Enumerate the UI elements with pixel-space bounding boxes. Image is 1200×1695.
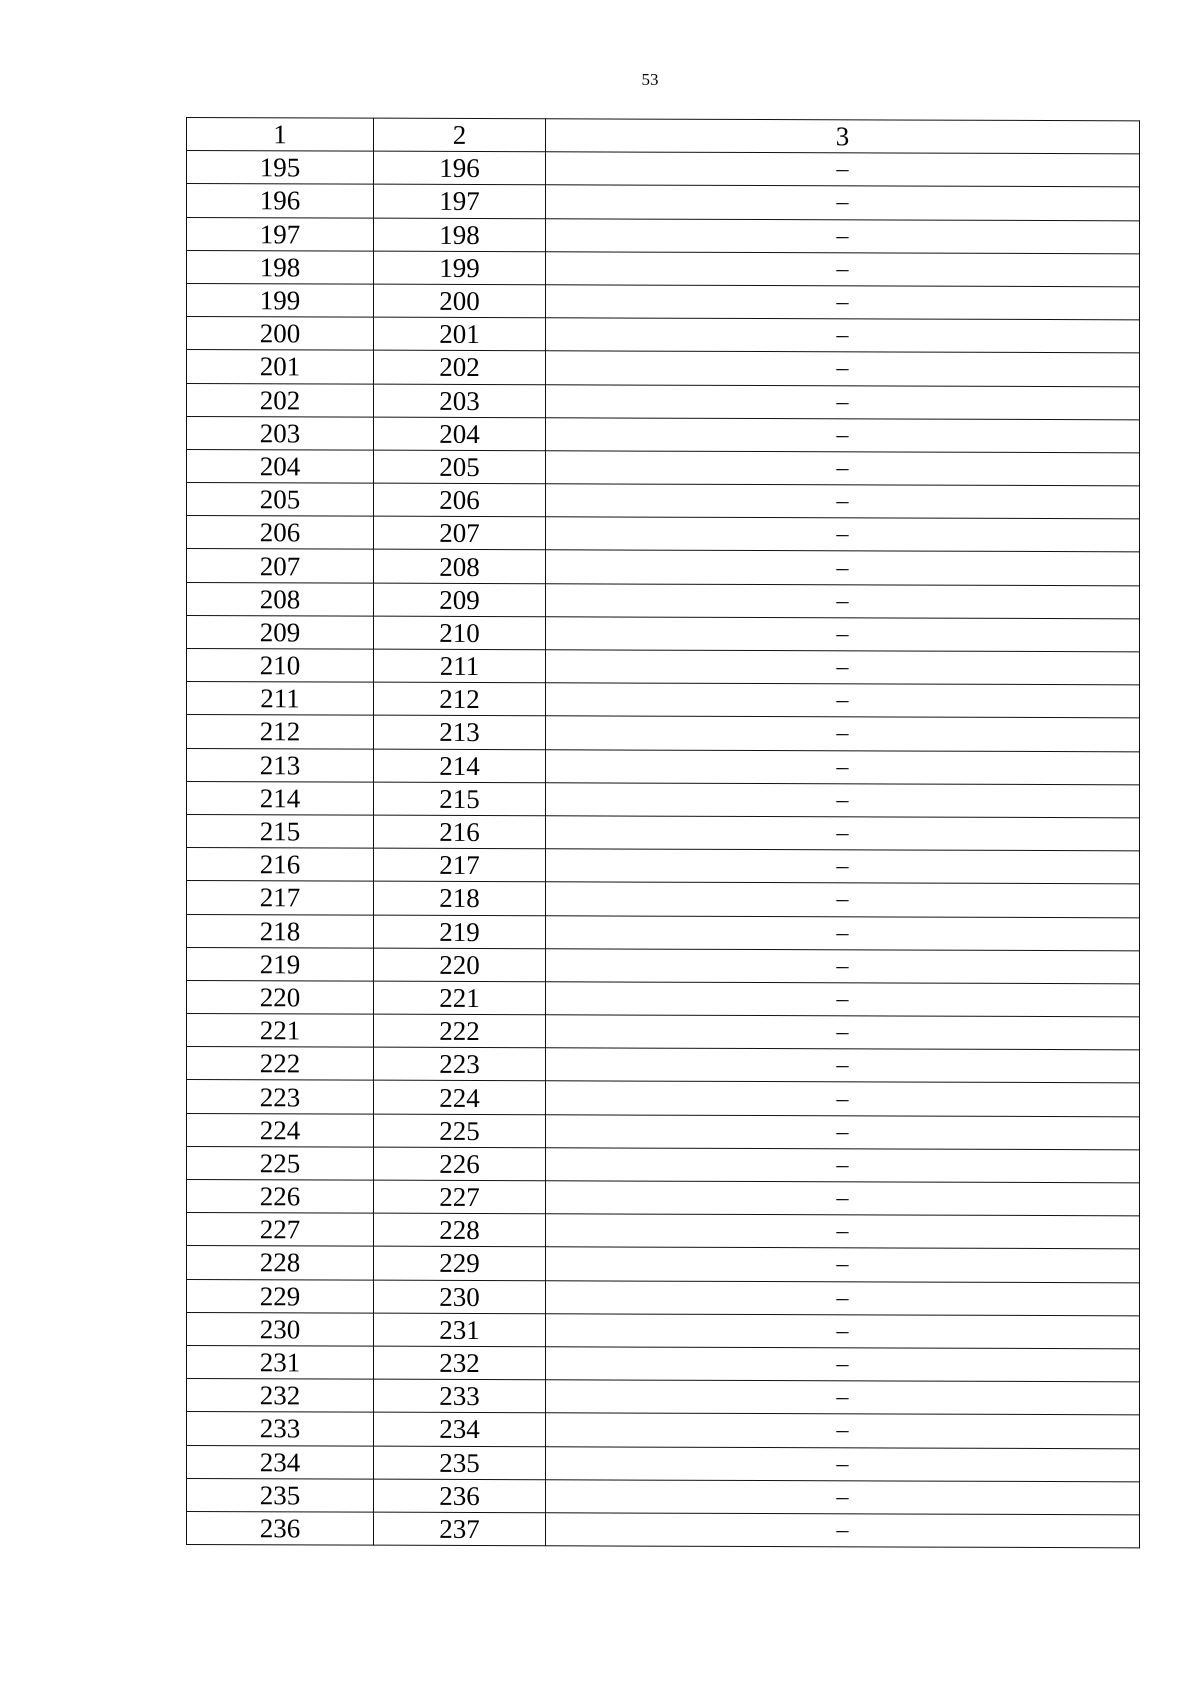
table-cell-col-2: 216 bbox=[374, 815, 546, 849]
table-cell-col-3: – bbox=[546, 1314, 1140, 1349]
table-row bbox=[187, 814, 1140, 851]
table-cell-col-1: 229 bbox=[187, 1279, 374, 1313]
table-cell-col-2: 229 bbox=[374, 1247, 546, 1281]
table-cell-col-3: – bbox=[546, 185, 1140, 220]
table-row bbox=[187, 184, 1140, 221]
table-cell-col-3: – bbox=[546, 1446, 1140, 1481]
table-row bbox=[187, 217, 1140, 254]
table-cell-col-3: – bbox=[546, 1347, 1140, 1382]
table-cell-col-1: 225 bbox=[187, 1146, 374, 1180]
table-cell-col-2: 234 bbox=[374, 1412, 546, 1446]
table-cell-col-2: 217 bbox=[374, 848, 546, 882]
table-cell-col-2: 200 bbox=[374, 284, 546, 318]
table-row bbox=[187, 1180, 1140, 1217]
table-row bbox=[187, 848, 1140, 885]
table-row bbox=[187, 947, 1140, 984]
table-row bbox=[187, 914, 1140, 951]
table-cell-col-1: 214 bbox=[187, 781, 374, 815]
table-cell-col-2: 220 bbox=[374, 948, 546, 982]
table-cell-col-3: – bbox=[546, 650, 1140, 685]
table-row bbox=[187, 980, 1140, 1017]
table-cell-col-2: 210 bbox=[374, 616, 546, 650]
table-cell-col-1: 234 bbox=[187, 1445, 374, 1479]
table-cell-col-3: – bbox=[546, 816, 1140, 851]
table-cell-col-3: – bbox=[546, 1380, 1140, 1415]
table-cell-col-1: 198 bbox=[187, 250, 374, 284]
table-row bbox=[187, 1279, 1140, 1316]
table-row bbox=[187, 483, 1140, 520]
table-cell-col-1: 212 bbox=[187, 715, 374, 749]
table-cell-col-1: 233 bbox=[187, 1412, 374, 1446]
table-cell-col-3: – bbox=[546, 948, 1140, 983]
table-cell-col-1: 215 bbox=[187, 814, 374, 848]
table-cell-col-2: 207 bbox=[374, 516, 546, 550]
table-row bbox=[187, 317, 1140, 354]
table-cell-col-1: 221 bbox=[187, 1014, 374, 1048]
table-cell-col-1: 201 bbox=[187, 350, 374, 384]
table-cell-col-3: – bbox=[546, 351, 1140, 386]
table-cell-col-3: – bbox=[546, 1247, 1140, 1282]
table-cell-col-3: – bbox=[546, 849, 1140, 884]
table-cell-col-1: 226 bbox=[187, 1180, 374, 1214]
table-cell-col-1: 202 bbox=[187, 383, 374, 417]
table-cell-col-1: 207 bbox=[187, 549, 374, 583]
table-header-row bbox=[187, 118, 1140, 155]
header-cell-3: 3 bbox=[546, 119, 1140, 154]
table-cell-col-2: 202 bbox=[374, 350, 546, 384]
table-cell-col-3: – bbox=[546, 318, 1140, 353]
table-cell-col-2: 233 bbox=[374, 1379, 546, 1413]
table-row bbox=[187, 1113, 1140, 1150]
table-cell-col-3: – bbox=[546, 583, 1140, 618]
table-cell-col-2: 235 bbox=[374, 1446, 546, 1480]
data-table bbox=[186, 117, 1140, 1548]
table-row bbox=[187, 1047, 1140, 1084]
table-cell-col-3: – bbox=[546, 982, 1140, 1017]
table-cell-col-2: 231 bbox=[374, 1313, 546, 1347]
table-cell-col-2: 211 bbox=[374, 649, 546, 683]
table-cell-col-3: – bbox=[546, 252, 1140, 287]
table-cell-col-1: 231 bbox=[187, 1345, 374, 1379]
table-cell-col-2: 221 bbox=[374, 981, 546, 1015]
table-cell-col-1: 203 bbox=[187, 416, 374, 450]
table-cell-col-2: 226 bbox=[374, 1147, 546, 1181]
table-row bbox=[187, 151, 1140, 188]
table-cell-col-2: 227 bbox=[374, 1180, 546, 1214]
table-row bbox=[187, 715, 1140, 752]
table-row bbox=[187, 615, 1140, 652]
table-row bbox=[187, 449, 1140, 486]
table-row bbox=[187, 1014, 1140, 1051]
table-cell-col-3: – bbox=[546, 617, 1140, 652]
table-row bbox=[187, 549, 1140, 586]
table-cell-col-2: 223 bbox=[374, 1047, 546, 1081]
table-cell-col-1: 208 bbox=[187, 582, 374, 616]
table-cell-col-2: 224 bbox=[374, 1081, 546, 1115]
table-cell-col-2: 219 bbox=[374, 915, 546, 949]
table-row bbox=[187, 383, 1140, 420]
table-cell-col-1: 219 bbox=[187, 947, 374, 981]
table-row bbox=[187, 1146, 1140, 1183]
table-cell-col-1: 232 bbox=[187, 1379, 374, 1413]
table-cell-col-1: 211 bbox=[187, 682, 374, 716]
table-row bbox=[187, 1412, 1140, 1449]
table-cell-col-1: 206 bbox=[187, 516, 374, 550]
table-cell-col-2: 222 bbox=[374, 1014, 546, 1048]
table-cell-col-2: 196 bbox=[374, 151, 546, 185]
table-cell-col-3: – bbox=[546, 1081, 1140, 1116]
table-row bbox=[187, 1080, 1140, 1117]
table-cell-col-3: – bbox=[546, 1214, 1140, 1249]
table-cell-col-3: – bbox=[546, 882, 1140, 917]
table-cell-col-1: 230 bbox=[187, 1312, 374, 1346]
table-row bbox=[187, 1379, 1140, 1416]
table-cell-col-2: 198 bbox=[374, 218, 546, 252]
table-cell-col-2: 237 bbox=[374, 1512, 546, 1546]
table-cell-col-3: – bbox=[546, 716, 1140, 751]
table-cell-col-1: 213 bbox=[187, 748, 374, 782]
table-cell-col-3: – bbox=[546, 152, 1140, 187]
table-cell-col-3: – bbox=[546, 451, 1140, 486]
table-row bbox=[187, 1445, 1140, 1482]
table-row bbox=[187, 748, 1140, 785]
table-cell-col-2: 232 bbox=[374, 1346, 546, 1380]
table-cell-col-2: 218 bbox=[374, 881, 546, 915]
table-cell-col-2: 230 bbox=[374, 1280, 546, 1314]
table-cell-col-2: 197 bbox=[374, 185, 546, 219]
table-cell-col-1: 218 bbox=[187, 914, 374, 948]
table-row bbox=[187, 1246, 1140, 1283]
table-cell-col-1: 224 bbox=[187, 1113, 374, 1147]
table-cell-col-1: 196 bbox=[187, 184, 374, 218]
table-cell-col-3: – bbox=[546, 1015, 1140, 1050]
table-cell-col-3: – bbox=[546, 218, 1140, 253]
table-cell-col-3: – bbox=[546, 517, 1140, 552]
table-cell-col-2: 204 bbox=[374, 417, 546, 451]
table-cell-col-1: 228 bbox=[187, 1246, 374, 1280]
table-cell-col-1: 223 bbox=[187, 1080, 374, 1114]
table-cell-col-1: 205 bbox=[187, 483, 374, 517]
table-cell-col-1: 236 bbox=[187, 1511, 374, 1545]
table-cell-col-2: 208 bbox=[374, 550, 546, 584]
table-cell-col-1: 199 bbox=[187, 283, 374, 317]
table-cell-col-1: 209 bbox=[187, 615, 374, 649]
table-row bbox=[187, 1511, 1140, 1548]
table-cell-col-1: 216 bbox=[187, 848, 374, 882]
table-row bbox=[187, 1213, 1140, 1250]
table-row bbox=[187, 416, 1140, 453]
table-row bbox=[187, 582, 1140, 619]
table-cell-col-2: 225 bbox=[374, 1114, 546, 1148]
table-cell-col-3: – bbox=[546, 1148, 1140, 1183]
table-cell-col-1: 200 bbox=[187, 317, 374, 351]
table-cell-col-3: – bbox=[546, 384, 1140, 419]
page-number: 53 bbox=[641, 70, 659, 89]
table-cell-col-1: 210 bbox=[187, 649, 374, 683]
table-cell-col-2: 205 bbox=[374, 450, 546, 484]
table-cell-col-2: 212 bbox=[374, 682, 546, 716]
table-cell-col-1: 222 bbox=[187, 1047, 374, 1081]
table-row bbox=[187, 350, 1140, 387]
table-cell-col-3: – bbox=[546, 1114, 1140, 1149]
table-cell-col-3: – bbox=[546, 417, 1140, 452]
table-cell-col-2: 214 bbox=[374, 749, 546, 783]
table-row bbox=[187, 1312, 1140, 1349]
table-cell-col-3: – bbox=[546, 484, 1140, 519]
table-cell-col-3: – bbox=[546, 1479, 1140, 1514]
table-row bbox=[187, 1345, 1140, 1382]
table-row bbox=[187, 649, 1140, 686]
table-cell-col-2: 213 bbox=[374, 716, 546, 750]
table-cell-col-3: – bbox=[546, 1280, 1140, 1315]
table-cell-col-2: 209 bbox=[374, 583, 546, 617]
table-cell-col-2: 203 bbox=[374, 384, 546, 418]
table-cell-col-2: 201 bbox=[374, 317, 546, 351]
table-row bbox=[187, 283, 1140, 320]
table-cell-col-3: – bbox=[546, 749, 1140, 784]
table-body bbox=[187, 118, 1140, 1548]
table-cell-col-2: 199 bbox=[374, 251, 546, 285]
table-cell-col-3: – bbox=[546, 683, 1140, 718]
table-cell-col-3: – bbox=[546, 1181, 1140, 1216]
table-container bbox=[186, 117, 1146, 1548]
table-row bbox=[187, 250, 1140, 287]
table-cell-col-1: 197 bbox=[187, 217, 374, 251]
table-cell-col-3: – bbox=[546, 285, 1140, 320]
table-cell-col-3: – bbox=[546, 1413, 1140, 1448]
header-cell-2: 2 bbox=[374, 118, 546, 152]
table-row bbox=[187, 1478, 1140, 1515]
table-cell-col-3: – bbox=[546, 1048, 1140, 1083]
table-row bbox=[187, 682, 1140, 719]
table-cell-col-3: – bbox=[546, 783, 1140, 818]
table-cell-col-2: 206 bbox=[374, 483, 546, 517]
header-cell-1: 1 bbox=[187, 118, 374, 152]
table-cell-col-2: 215 bbox=[374, 782, 546, 816]
table-cell-col-2: 228 bbox=[374, 1213, 546, 1247]
table-cell-col-3: – bbox=[546, 1513, 1140, 1548]
table-cell-col-3: – bbox=[546, 915, 1140, 950]
table-cell-col-1: 235 bbox=[187, 1478, 374, 1512]
table-cell-col-1: 217 bbox=[187, 881, 374, 915]
table-cell-col-2: 236 bbox=[374, 1479, 546, 1513]
table-row bbox=[187, 516, 1140, 553]
table-cell-col-3: – bbox=[546, 550, 1140, 585]
table-cell-col-1: 204 bbox=[187, 449, 374, 483]
table-row bbox=[187, 881, 1140, 918]
table-row bbox=[187, 781, 1140, 818]
table-cell-col-1: 220 bbox=[187, 980, 374, 1014]
table-cell-col-1: 195 bbox=[187, 151, 374, 185]
table-cell-col-1: 227 bbox=[187, 1213, 374, 1247]
